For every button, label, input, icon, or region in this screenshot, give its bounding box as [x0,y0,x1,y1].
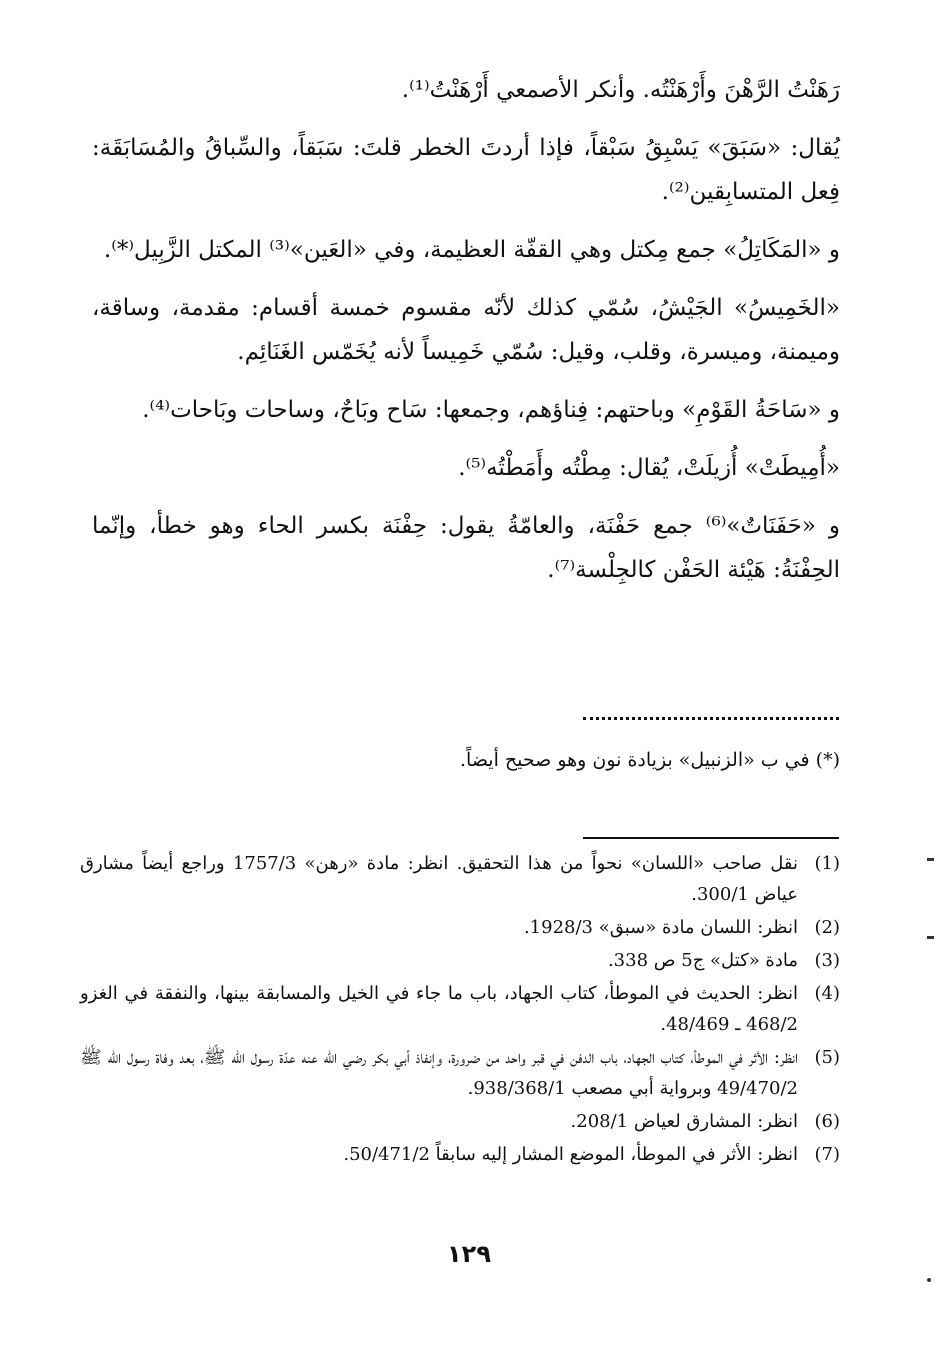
footnote-number: (2) [814,917,840,938]
scan-speck [927,1278,931,1282]
main-text [92,68,840,606]
paragraph: و «سَاحَةُ القَوْمِ» وباحتهم: فِناؤهم، وجمعها: سَاح وبَاحٌ، وساحات وبَاحات⁽⁴⁾. [142,397,840,423]
paragraph: و «حَفَنَاتٌ»⁽⁶⁾ جمع حَفْنَة، والعامّةُ يقول: حِفْنَة بكسر الحاء وهو خطأ، وإنّما الحِفْنَةُ: هَيْئة الحَفْن كالجِلْسة⁽⁷⁾. [92,513,840,583]
footnote-number: (4) [814,983,840,1004]
footnote [80,1042,840,1104]
footnote-number: (3) [814,950,840,971]
footnote-number: (6) [814,1111,840,1132]
footnote [80,945,840,976]
paragraph: «أُمِيطَتْ» أُزيلَتْ، يُقال: مِطْتُه وأَمَطْتُه⁽⁵⁾. [458,455,840,481]
scan-speck [927,858,934,861]
footnote-text: انظر: الأثر في الموطأ، كتاب الجهاد، باب الدفن في قبر واحد من ضرورة، وإنفاذ أبي بكر رضي الله عنه عدّة رسول الله ﷺ، بعد وفاة رسول الله ﷺ 49/470/2 وبرواية أبي مصعب 938/368/1. [80,1047,798,1099]
footnote-text: انظر: الأثر في الموطأ، الموضع المشار إليه سابقاً 50/471/2. [343,1144,798,1165]
star-note-text: في ب «الزنبيل» بزيادة نون وهو صحيح أيضاً. [459,749,810,771]
footnote [80,848,840,910]
footnote [80,1139,840,1170]
footnote-text: انظر: المشارق لعياض 208/1. [570,1111,798,1132]
footnote-text: انظر: اللسان مادة «سبق» 1928/3. [523,917,798,938]
footnote-list [80,848,840,1172]
footnote-number: (7) [814,1144,840,1165]
footnote-text: نقل صاحب «اللسان» نحواً من هذا التحقيق. انظر: مادة «رهن» 1757/3 وراجع أيضاً مشارق عياض 300/1. [80,853,798,905]
dotted-divider [583,717,839,724]
star-note [92,745,840,775]
footnote [80,912,840,943]
paragraph: «الخَمِيسُ» الجَيْشُ، سُمّي كذلك لأنّه مقسوم خمسة أقسام: مقدمة، وساقة، وميمنة، وميسرة، وقلب، وقيل: سُمّي خَمِيساً لأنه يُخَمّس الغَنَائِم. [92,295,840,365]
footnote-text: مادة «كتل» ج5 ص 338. [607,950,798,971]
footnote [80,1106,840,1137]
page-number: ١٢٩ [447,1240,491,1268]
paragraph: رَهَنْتُ الرَّهْنَ وأَرْهَنْتُه. وأنكر الأصمعي أَرْهَنْتُ⁽¹⁾. [401,77,840,103]
footnote [80,978,840,1040]
footnote-number: (1) [814,853,840,874]
star-note-marker: (*) [815,749,840,771]
paragraph: يُقال: «سَبَقَ» يَسْبِقُ سَبْقاً، فإذا أردتَ الخطر قلتَ: سَبَقاً، والسِّباقُ والمُسَابَقَة: فِعل المتسابِقين⁽²⁾. [92,135,840,205]
footnote-text: انظر: الحديث في الموطأ، كتاب الجهاد، باب ما جاء في الخيل والمسابقة بينها، والنفقة في الغزو 468/2 ـ 48/469. [80,983,798,1035]
scan-speck [927,936,934,939]
footnote-number: (5) [814,1047,840,1068]
paragraph: و «المَكَاتِلُ» جمع مِكتل وهي القفّة العظيمة، وفي «العَين»⁽³⁾ المكتل الزَّبِيل⁽*⁾. [103,237,840,263]
footnote-rule [583,837,839,839]
